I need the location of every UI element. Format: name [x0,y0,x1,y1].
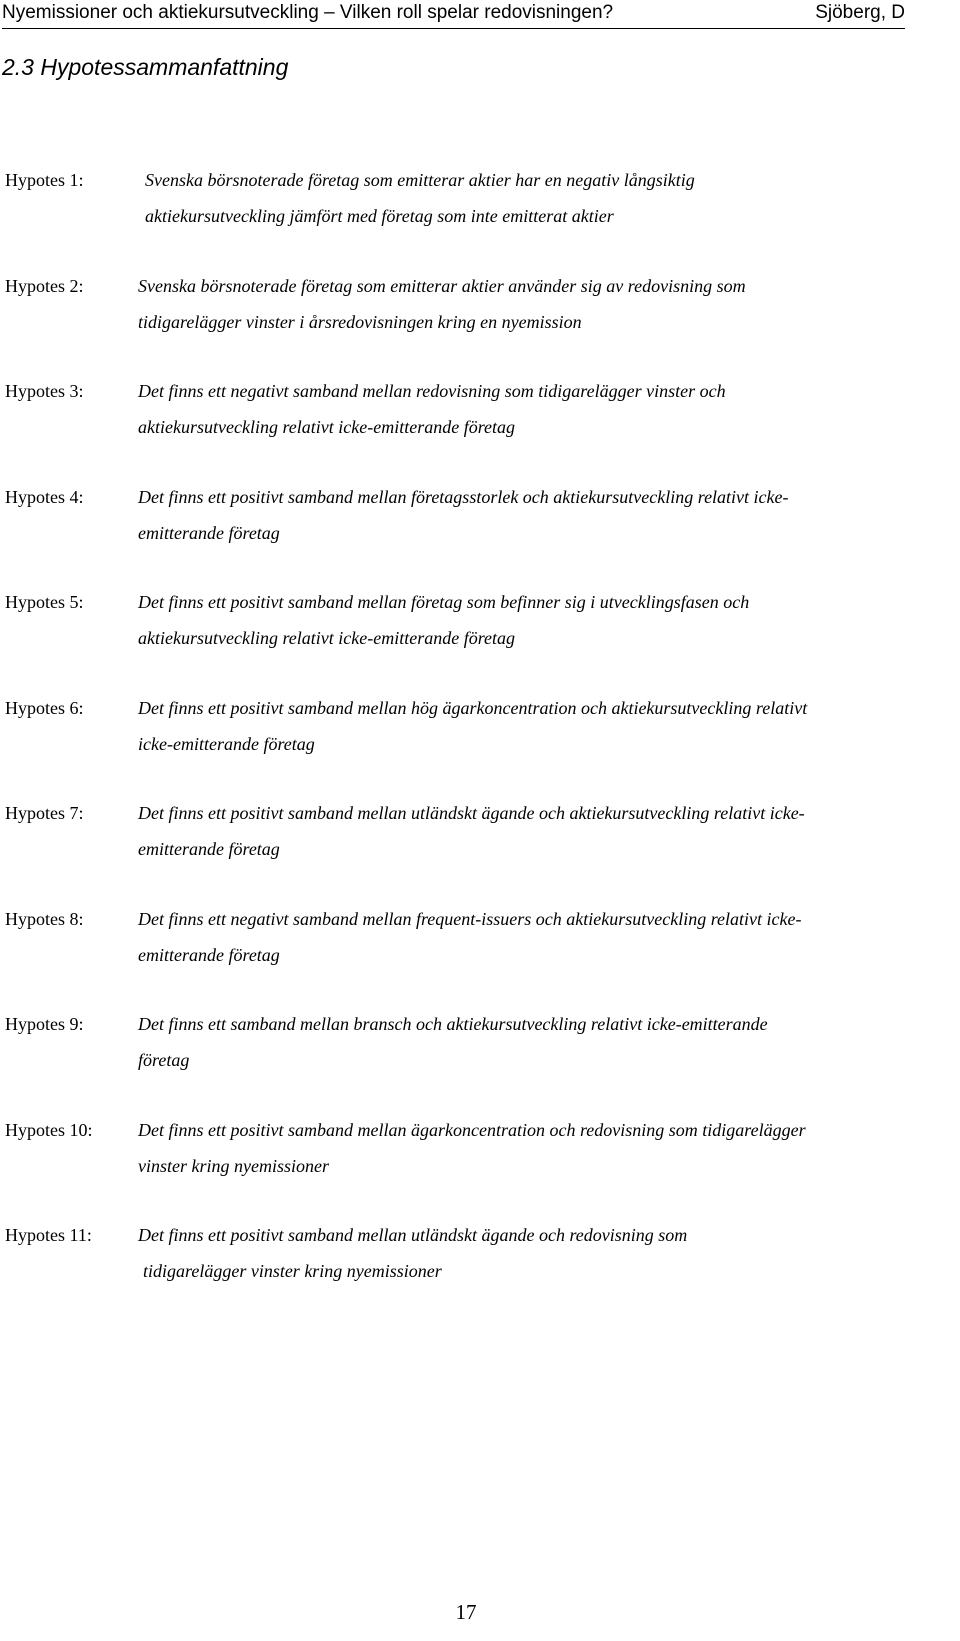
hypothesis-text-line: emitterande företag [138,945,280,965]
hypothesis-text-line: icke-emitterande företag [138,734,315,754]
hypothesis-text-line: aktiekursutveckling relativt icke-emitterande företag [138,417,516,437]
hypothesis-text-line: Det finns ett negativt samband mellan redovisning som tidigarelägger vinster och [138,381,726,401]
hypothesis-text-line: företag [138,1050,190,1070]
hypothesis-text [138,268,920,340]
hypothesis-text-line: vinster kring nyemissioner [138,1156,329,1176]
hypothesis-text-line: Det finns ett positivt samband mellan hög ägarkoncentration och aktiekursutveckling relativt [138,698,808,718]
hypothesis-text-line: emitterande företag [138,839,280,859]
hypothesis-label: Hypotes 3: [5,381,84,401]
hypothesis-text-line: tidigarelägger vinster i årsredovisningen kring en nyemission [138,312,582,332]
hypothesis-label: Hypotes 6: [5,698,84,718]
hypothesis-label: Hypotes 8: [5,909,84,929]
hypothesis-label: Hypotes 4: [5,487,84,507]
hypothesis-text-line: Det finns ett positivt samband mellan företag som befinner sig i utvecklingsfasen och [138,592,750,612]
hypothesis-text-line: Svenska börsnoterade företag som emitterar aktier har en negativ långsiktig [145,170,695,190]
hypothesis-text-line: emitterande företag [138,523,280,543]
hypothesis-text-line: aktiekursutveckling jämfört med företag som inte emitterat aktier [145,206,614,226]
hypothesis-text [138,901,920,973]
hypothesis-text [138,373,920,445]
document-author: Sjöberg, D [815,2,905,23]
hypothesis-label: Hypotes 10: [5,1120,93,1140]
hypothesis-text-line: Det finns ett positivt samband mellan ägarkoncentration och redovisning som tidigarelägger [138,1120,806,1140]
hypothesis-text-line: Det finns ett positivt samband mellan utländskt ägande och aktiekursutveckling relativt icke- [138,803,805,823]
document-title: Nyemissioner och aktiekursutveckling – Vilken roll spelar redovisningen? [2,2,614,23]
hypothesis-text [138,479,920,551]
hypothesis-text-line: Det finns ett samband mellan bransch och aktiekursutveckling relativt icke-emitterande [138,1014,768,1034]
hypothesis-text-line: Det finns ett positivt samband mellan utländskt ägande och redovisning som [138,1225,688,1245]
hypothesis-label: Hypotes 1: [5,170,84,190]
hypothesis-label: Hypotes 11: [5,1225,92,1245]
hypothesis-label: Hypotes 2: [5,276,84,296]
page-number: 17 [455,1600,477,1624]
section-heading: 2.3 Hypotessammanfattning [2,54,289,80]
hypothesis-label: Hypotes 7: [5,803,84,823]
hypothesis-text [145,162,927,234]
hypothesis-text [138,1112,920,1184]
hypothesis-text-line: tidigarelägger vinster kring nyemissioner [143,1261,442,1281]
hypothesis-label: Hypotes 9: [5,1014,84,1034]
running-header [2,0,905,29]
hypothesis-text [138,1217,920,1289]
hypothesis-label: Hypotes 5: [5,592,84,612]
hypothesis-text-line: Svenska börsnoterade företag som emitterar aktier använder sig av redovisning som [138,276,746,296]
hypothesis-text [138,690,920,762]
hypothesis-text-line: Det finns ett negativt samband mellan frequent-issuers och aktiekursutveckling relativt icke- [138,909,802,929]
hypothesis-text-line: aktiekursutveckling relativt icke-emitterande företag [138,628,516,648]
hypothesis-text [138,795,920,867]
hypothesis-text-line: Det finns ett positivt samband mellan företagsstorlek och aktiekursutveckling relativt icke- [138,487,789,507]
hypothesis-text [138,584,920,656]
hypothesis-text [138,1006,920,1078]
